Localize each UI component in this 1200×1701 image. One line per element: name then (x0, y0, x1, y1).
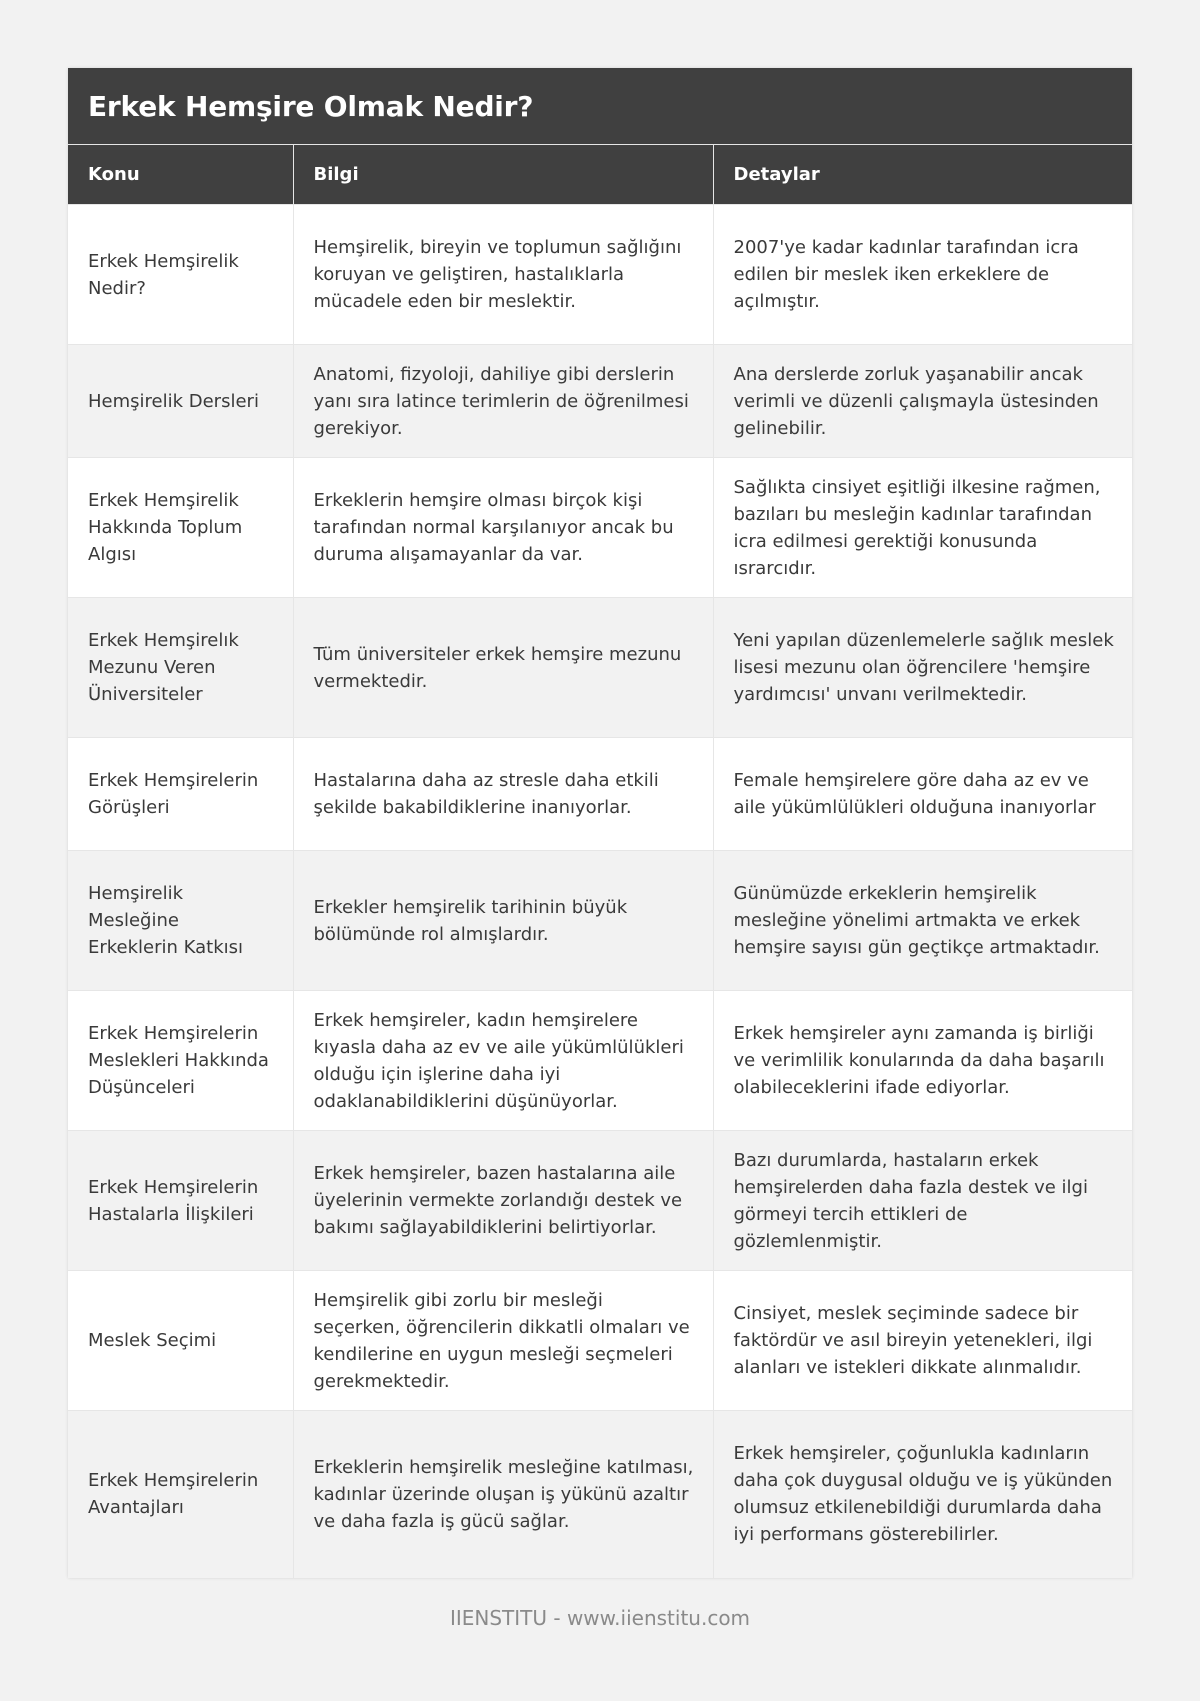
table-row (68, 1411, 1132, 1578)
cell-bilgi: Hemşirelik, bireyin ve toplumun sağlığını koruyan ve geliştiren, hastalıklarla mücadele eden bir meslektir. (293, 205, 713, 345)
cell-bilgi: Hemşirelik gibi zorlu bir mesleği seçerken, öğrencilerin dikkatli olmaları ve kendilerine en uygun mesleği seçmeleri gerekmektedir. (293, 1271, 713, 1411)
table-row (68, 738, 1132, 851)
column-header-bilgi: Bilgi (293, 145, 713, 205)
table-card (68, 68, 1132, 1578)
cell-detaylar: 2007'ye kadar kadınlar tarafından icra edilen bir meslek iken erkeklere de açılmıştır. (713, 205, 1132, 345)
cell-konu: Erkek Hemşirelik Nedir? (68, 205, 293, 345)
cell-detaylar: Female hemşirelere göre daha az ev ve aile yükümlülükleri olduğuna inanıyorlar (713, 738, 1132, 851)
cell-konu: Erkek Hemşirelerin Avantajları (68, 1411, 293, 1578)
title-bar (68, 68, 1132, 145)
table-row (68, 598, 1132, 738)
cell-detaylar: Bazı durumlarda, hastaların erkek hemşirelerden daha fazla destek ve ilgi görmeyi tercih ettikleri de gözlemlenmiştir. (713, 1131, 1132, 1271)
cell-detaylar: Sağlıkta cinsiyet eşitliği ilkesine rağmen, bazıları bu mesleğin kadınlar tarafından icra edilmesi gerektiği konusunda ısrarcıdır. (713, 458, 1132, 598)
cell-bilgi: Hastalarına daha az stresle daha etkili şekilde bakabildiklerine inanıyorlar. (293, 738, 713, 851)
cell-detaylar: Erkek hemşireler aynı zamanda iş birliği ve verimlilik konularında da daha başarılı olabileceklerini ifade ediyorlar. (713, 991, 1132, 1131)
table-row (68, 458, 1132, 598)
cell-konu: Hemşirelik Dersleri (68, 345, 293, 458)
table-row (68, 345, 1132, 458)
cell-bilgi: Erkeklerin hemşire olması birçok kişi tarafından normal karşılanıyor ancak bu duruma alışamayanlar da var. (293, 458, 713, 598)
cell-bilgi: Erkek hemşireler, bazen hastalarına aile üyelerinin vermekte zorlandığı destek ve bakımı sağlayabildiklerini belirtiyorlar. (293, 1131, 713, 1271)
table-row (68, 205, 1132, 345)
cell-konu: Meslek Seçimi (68, 1271, 293, 1411)
table-header-row (68, 145, 1132, 205)
cell-konu: Erkek Hemşirelerin Görüşleri (68, 738, 293, 851)
cell-bilgi: Tüm üniversiteler erkek hemşire mezunu vermektedir. (293, 598, 713, 738)
cell-detaylar: Erkek hemşireler, çoğunlukla kadınların daha çok duygusal olduğu ve iş yükünden olumsuz etkilenebildiği durumlarda daha iyi performans gösterebilirler. (713, 1411, 1132, 1578)
cell-detaylar: Cinsiyet, meslek seçiminde sadece bir faktördür ve asıl bireyin yetenekleri, ilgi alanları ve istekleri dikkate alınmalıdır. (713, 1271, 1132, 1411)
column-header-konu: Konu (68, 145, 293, 205)
table-row (68, 1131, 1132, 1271)
cell-konu: Erkek Hemşirelik Hakkında Toplum Algısı (68, 458, 293, 598)
cell-detaylar: Yeni yapılan düzenlemelerle sağlık meslek lisesi mezunu olan öğrencilere 'hemşire yardımcısı' unvanı verilmektedir. (713, 598, 1132, 738)
table-row (68, 851, 1132, 991)
cell-konu: Erkek Hemşirelerin Hastalarla İlişkileri (68, 1131, 293, 1271)
cell-detaylar: Ana derslerde zorluk yaşanabilir ancak verimli ve düzenli çalışmayla üstesinden gelinebilir. (713, 345, 1132, 458)
cell-detaylar: Günümüzde erkeklerin hemşirelik mesleğine yönelimi artmakta ve erkek hemşire sayısı gün geçtikçe artmaktadır. (713, 851, 1132, 991)
cell-konu: Erkek Hemşirelık Mezunu Veren Üniversiteler (68, 598, 293, 738)
cell-konu: Hemşirelik Mesleğine Erkeklerin Katkısı (68, 851, 293, 991)
column-header-detaylar: Detaylar (713, 145, 1132, 205)
table-row (68, 1271, 1132, 1411)
cell-konu: Erkek Hemşirelerin Meslekleri Hakkında Düşünceleri (68, 991, 293, 1131)
cell-bilgi: Erkek hemşireler, kadın hemşirelere kıyasla daha az ev ve aile yükümlülükleri olduğu için işlerine daha iyi odaklanabildiklerini düşünüyorlar. (293, 991, 713, 1131)
cell-bilgi: Anatomi, fizyoloji, dahiliye gibi derslerin yanı sıra latince terimlerin de öğrenilmesi gerekiyor. (293, 345, 713, 458)
page-title: Erkek Hemşire Olmak Nedir? (88, 89, 534, 123)
cell-bilgi: Erkekler hemşirelik tarihinin büyük bölümünde rol almışlardır. (293, 851, 713, 991)
cell-bilgi: Erkeklerin hemşirelik mesleğine katılması, kadınlar üzerinde oluşan iş yükünü azaltır ve daha fazla iş gücü sağlar. (293, 1411, 713, 1578)
table-row (68, 991, 1132, 1131)
footer-credit: IIENSTITU - www.iienstitu.com (449, 1606, 751, 1630)
info-table (68, 145, 1132, 1578)
